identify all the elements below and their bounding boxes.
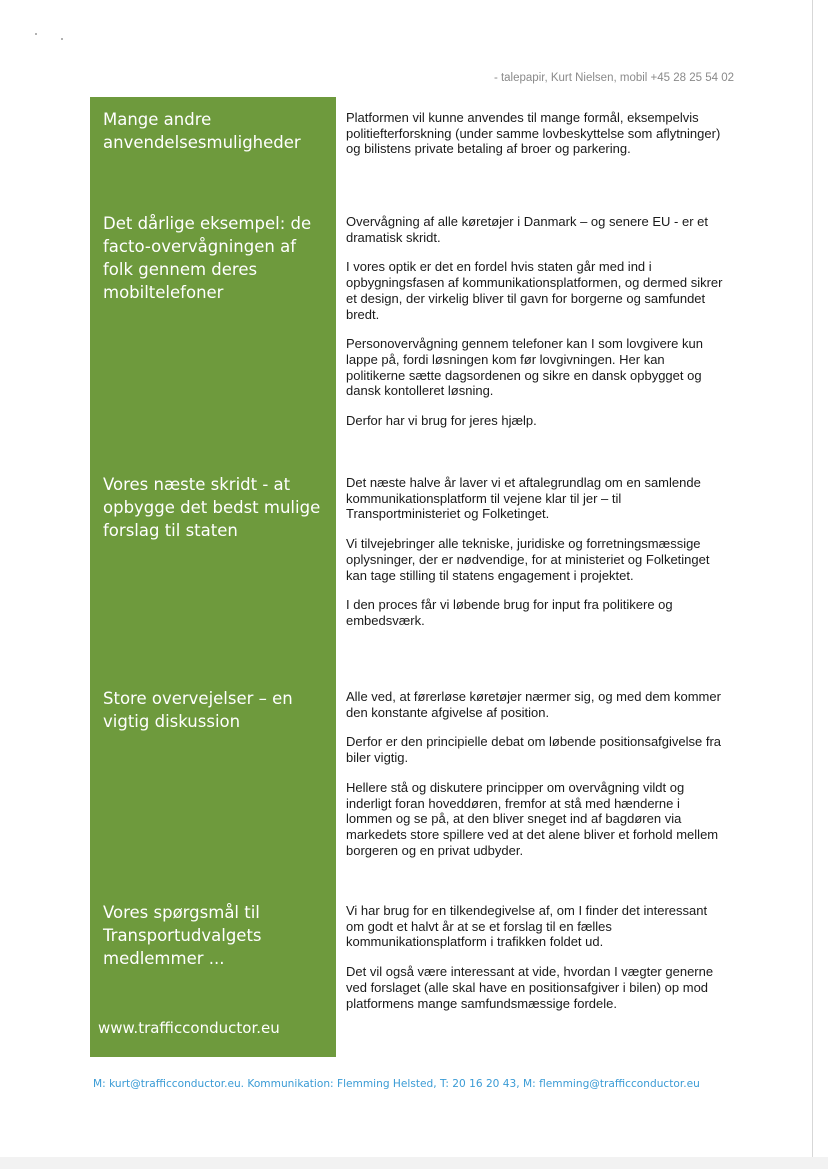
section-heading: Vores næste skridt - at opbygge det bedst mulige forslag til staten <box>103 475 321 540</box>
body-paragraph: Alle ved, at førerløse køretøjer nærmer sig, og med dem kommer den konstante afgivelse af position. <box>346 689 721 720</box>
section-body <box>346 903 726 1025</box>
body-paragraph: Platformen vil kunne anvendes til mange formål, eksempelvis politiefterforskning (under samme lovbeskyttelse som aflytninger) og bilistens private betaling af broer og parkering. <box>346 110 721 157</box>
section-heading: Det dårlige eksempel: de facto-overvågningen af folk gennem deres mobiltelefoner <box>103 214 312 302</box>
body-paragraph: Vi tilvejebringer alle tekniske, juridiske og forretningsmæssige oplysninger, der er nødvendige, for at ministeriet og Folketinget kan tage stilling til statens engagement i projektet. <box>346 536 710 583</box>
website-link[interactable]: www.trafficconductor.eu <box>98 1019 280 1037</box>
body-paragraph: Derfor er den principielle debat om løbende positionsafgivelse fra biler vigtig. <box>346 734 722 766</box>
section-body <box>346 214 726 443</box>
body-paragraph: Derfor har vi brug for jeres hjælp. <box>346 413 537 429</box>
body-paragraph: I den proces får vi løbende brug for input fra politikere og embedsværk. <box>346 597 673 628</box>
body-paragraph: Vi har brug for en tilkendegivelse af, om I finder det interessant om godt et halvt år at se et forslag til en fælles kommunikationsplatform i trafikken foldet ud. <box>346 903 708 950</box>
body-paragraph: Overvågning af alle køretøjer i Danmark – og senere EU - er et dramatisk skridt. <box>346 214 708 245</box>
section-heading: Store overvejelser – en vigtig diskussion <box>103 689 293 731</box>
section-heading: Mange andre anvendelsesmuligheder <box>103 110 301 152</box>
body-paragraph: Det vil også være interessant at vide, hvordan I vægter generne ved forslaget (alle skal have en positionsafgiver i bilen) op mod platformens mange samfundsmæssige fordele. <box>346 964 714 1011</box>
section-body <box>346 475 726 643</box>
body-paragraph: Det næste halve år laver vi et aftalegrundlag om en samlende kommunikationsplatform til vejene klar til jer – til Transportministeriet og Folketinget. <box>346 475 701 522</box>
body-paragraph: Personovervågning gennem telefoner kan I som lovgivere kun lappe på, fordi løsningen kom før lovgivningen. Her kan politikerne sætte dagsordenen og sikre en dansk opbygget og dansk kontolleret løsning. <box>346 336 703 399</box>
section-heading: Vores spørgsmål til Transportudvalgets medlemmer ... <box>103 903 262 968</box>
scan-speck <box>61 38 63 40</box>
page-edge-bottom <box>0 1157 828 1169</box>
section-body <box>346 110 726 171</box>
body-paragraph: I vores optik er det en fordel hvis staten går med ind i opbygningsfasen af kommunikationsplatformen, og dermed sikrer et design, der virkelig bliver til gavn for borgerne og samfundet bredt. <box>346 259 723 322</box>
page-edge-right <box>812 0 813 1169</box>
section-body <box>346 689 726 872</box>
green-sidebar <box>90 97 336 1057</box>
footer-contact: M: kurt@trafficconductor.eu. Kommunikation: Flemming Helsted, T: 20 16 20 43, M: flemming@trafficconductor.eu <box>93 1078 700 1090</box>
body-paragraph: Hellere stå og diskutere principper om overvågning vildt og inderligt foran hoveddøren, fremfor at stå med hænderne i lommen og se på, at den bliver sneget ind af bagdøren via markedets store spillere ved at det alene bliver et forhold mellem borgeren og en privat udbyder. <box>346 779 719 858</box>
header-note: - talepapir, Kurt Nielsen, mobil +45 28 25 54 02 <box>493 72 734 84</box>
scan-speck <box>35 33 37 35</box>
